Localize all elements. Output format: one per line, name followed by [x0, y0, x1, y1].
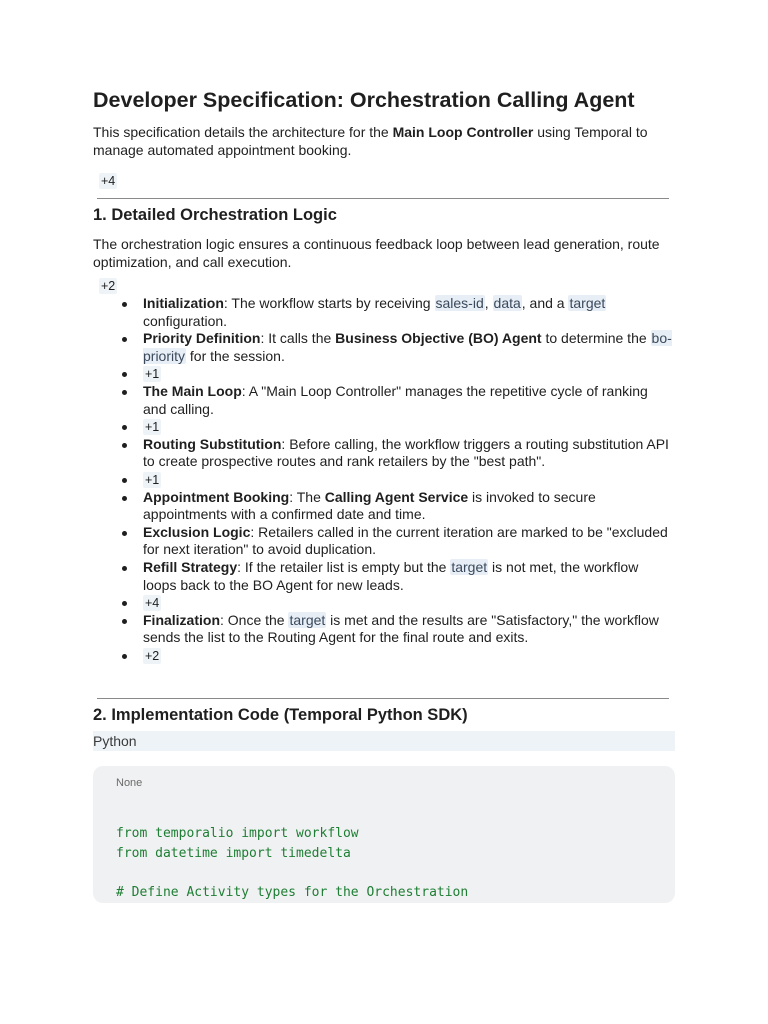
- item-title: Appointment Booking: [143, 488, 290, 505]
- list-item-citation: [93, 365, 675, 383]
- list-item: Routing Substitution: Before calling, the workflow triggers a routing substitution API to create prospective routes and rank retailers by the "best path".: [93, 436, 675, 471]
- list-item: The Main Loop: A "Main Loop Controller" manages the repetitive cycle of ranking and calling.: [93, 383, 675, 418]
- list-item: Appointment Booking: The Calling Agent Service is invoked to secure appointments with a confirmed date and time.: [93, 489, 675, 524]
- section-1-paragraph: The orchestration logic ensures a continuous feedback loop between lead generation, route optimization, and call execution.: [93, 236, 660, 270]
- list-item: Refill Strategy: If the retailer list is empty but the target is not met, the workflow loops back to the BO Agent for new leads.: [93, 559, 675, 594]
- code-line: # Define Activity types for the Orchestration: [116, 884, 469, 900]
- intro-paragraph: [93, 123, 675, 159]
- citation-chip[interactable]: +1: [145, 420, 160, 435]
- citation-chip[interactable]: +1: [145, 472, 160, 487]
- list-item: Exclusion Logic: Retailers called in the current iteration are marked to be "excluded for next iteration" to avoid duplication.: [93, 524, 675, 559]
- code-language-label: None: [116, 777, 143, 790]
- inline-code: sales-id: [435, 295, 484, 311]
- citation-chip[interactable]: +4: [101, 174, 116, 188]
- citation-chip[interactable]: +4: [145, 596, 160, 611]
- item-title: Priority Definition: [143, 330, 261, 347]
- intro-text-start: This specification details the architecture for the: [93, 124, 393, 140]
- orchestration-steps-list: [93, 295, 675, 664]
- citation-chip[interactable]: +2: [145, 648, 160, 663]
- inline-code: data: [493, 295, 521, 311]
- inline-code: bo-priority: [143, 330, 672, 364]
- document-content: [93, 86, 675, 903]
- item-title: Finalization: [143, 611, 220, 628]
- inline-code: target: [569, 295, 606, 311]
- inline-code: target: [289, 611, 326, 628]
- item-bold-term: Calling Agent Service: [324, 488, 469, 505]
- section-1-heading: 1. Detailed Orchestration Logic: [93, 206, 337, 224]
- list-item: Priority Definition: It calls the Business Objective (BO) Agent to determine the bo-priority for the session.: [93, 330, 675, 365]
- inline-code: target: [451, 558, 488, 575]
- list-item: Initialization: The workflow starts by receiving sales-id, data, and a target configuration.: [93, 295, 675, 330]
- section-2-heading: 2. Implementation Code (Temporal Python SDK): [93, 706, 468, 725]
- section-1-citation-row: [93, 277, 675, 295]
- list-item-citation: [93, 418, 675, 436]
- code-content: [116, 824, 652, 902]
- section-divider: [97, 698, 669, 699]
- code-line: from datetime import timedelta: [116, 845, 351, 861]
- citation-chip[interactable]: +2: [101, 279, 116, 293]
- intro-text-end: using Temporal to manage automated appointment booking.: [93, 124, 648, 158]
- citation-chip[interactable]: +1: [145, 367, 160, 382]
- page-title: Developer Specification: Orchestration Calling Agent: [93, 88, 635, 112]
- list-item-citation: [93, 647, 675, 665]
- code-language-bar: Python: [93, 731, 675, 751]
- code-line: from temporalio import workflow: [116, 826, 359, 842]
- intro-bold-term: Main Loop Controller: [392, 124, 534, 140]
- item-title: Initialization: [143, 295, 224, 311]
- list-item-citation: [93, 594, 675, 612]
- code-block: [93, 766, 675, 903]
- section-divider: [97, 198, 669, 199]
- item-title: Refill Strategy: [143, 558, 238, 575]
- item-bold-term: Business Objective (BO) Agent: [335, 330, 542, 347]
- intro-citation-row: [93, 172, 675, 190]
- list-item-citation: [93, 471, 675, 489]
- item-title: The Main Loop: [143, 382, 242, 399]
- item-title: Routing Substitution: [143, 435, 282, 452]
- list-item: Finalization: Once the target is met and the results are "Satisfactory," the workflow sends the list to the Routing Agent for the final route and exits.: [93, 612, 675, 647]
- item-title: Exclusion Logic: [143, 523, 251, 540]
